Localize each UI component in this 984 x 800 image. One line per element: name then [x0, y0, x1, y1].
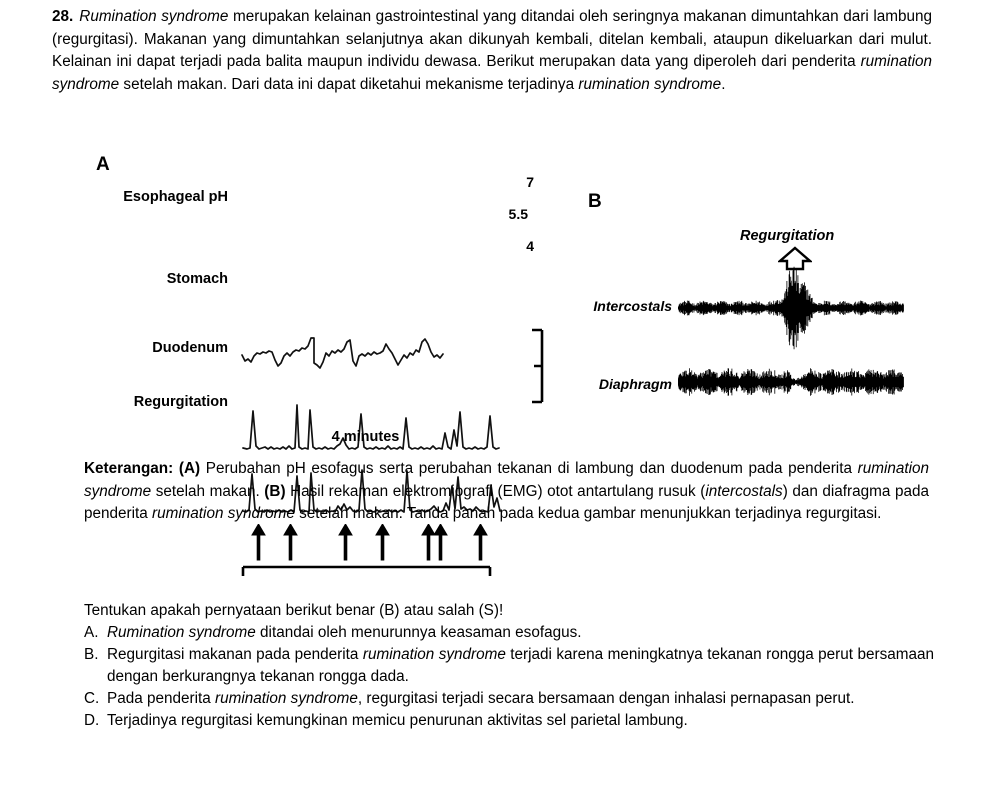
panel-a-letter: A: [96, 154, 110, 175]
option-text: Rumination syndrome ditandai oleh menurunnya keasaman esofagus.: [107, 624, 582, 641]
question-number: 28.: [52, 8, 74, 25]
figure-panels: [0, 150, 984, 450]
row-label-diaphragm: Diaphragm: [598, 376, 672, 392]
diaphragm-emg-trace: [678, 362, 904, 402]
ph-tick-top: 7: [526, 174, 534, 190]
panel-b-letter: B: [588, 191, 602, 212]
time-scale-label: 4 minutes: [331, 429, 400, 445]
option-b[interactable]: [84, 644, 934, 688]
option-marker: D.: [84, 712, 100, 729]
instruction-prompt: Tentukan apakah pernyataan berikut benar (B) atau salah (S)!: [84, 602, 504, 619]
question-stem: [52, 6, 932, 96]
stomach-pressure-trace: [240, 402, 502, 454]
regurgitation-event-arrows: [240, 524, 502, 562]
ph-tick-mid: 5.5: [508, 206, 528, 222]
figure-caption-keterangan: Keterangan: (A) Perubahan pH esofagus serta perubahan tekanan di lambung dan duodenum pada penderita rumination syndrome setelah makan. (B) Hasil rekaman elektromiografi (EMG) otot antartulang rusuk (intercostals) dan diafragma pada penderita rumination syndrome setelah makan. Tanda panah pada kedua gambar menunjukkan terjadinya regurgitasi.: [84, 460, 930, 522]
statement-options-list: [84, 622, 934, 732]
ph-tick-bottom: 4: [526, 238, 534, 254]
option-marker: C.: [84, 690, 100, 707]
row-label-esophageal-ph: Esophageal pH: [123, 189, 228, 205]
option-text: Pada penderita rumination syndrome, regurgitasi terjadi secara bersamaan dengan inhalasi pernapasan perut.: [107, 690, 855, 707]
option-marker: A.: [84, 624, 99, 641]
option-a[interactable]: [84, 622, 934, 644]
esophageal-ph-trace: [240, 328, 498, 382]
regurgitation-callout-label: Regurgitation: [740, 228, 835, 244]
option-text: Regurgitasi makanan pada penderita rumination syndrome terjadi karena meningkatnya tekanan rongga perut bersamaan dengan berkurangnya tekanan rongga dada.: [107, 646, 934, 685]
time-scale-bar: [240, 564, 495, 578]
row-label-duodenum: Duodenum: [152, 340, 228, 356]
ph-axis-bracket: [528, 326, 552, 406]
option-d[interactable]: [84, 710, 934, 732]
row-label-stomach: Stomach: [166, 271, 228, 287]
option-c[interactable]: [84, 688, 934, 710]
row-label-intercostals: Intercostals: [593, 298, 672, 314]
question-stem-text: Rumination syndrome merupakan kelainan gastrointestinal yang ditandai oleh seringnya makanan dimuntahkan dari lambung (regurgitasi). Makanan yang dimuntahkan selanjutnya akan dikunyah kembali, ditelan kembali, ataupun dikeluarkan dari mulut. Kelainan ini dapat terjadi pada balita maupun individu dewasa. Berikut merupakan data yang diperoleh dari penderita rumination syndrome setelah makan. Dari data ini dapat diketahui mekanisme terjadinya rumination syndrome.: [52, 8, 932, 93]
option-marker: B.: [84, 646, 99, 663]
intercostals-emg-trace: [678, 266, 904, 350]
option-text: Terjadinya regurgitasi kemungkinan memicu penurunan aktivitas sel parietal lambung.: [107, 712, 688, 729]
row-label-regurgitation: Regurgitation: [133, 394, 228, 410]
